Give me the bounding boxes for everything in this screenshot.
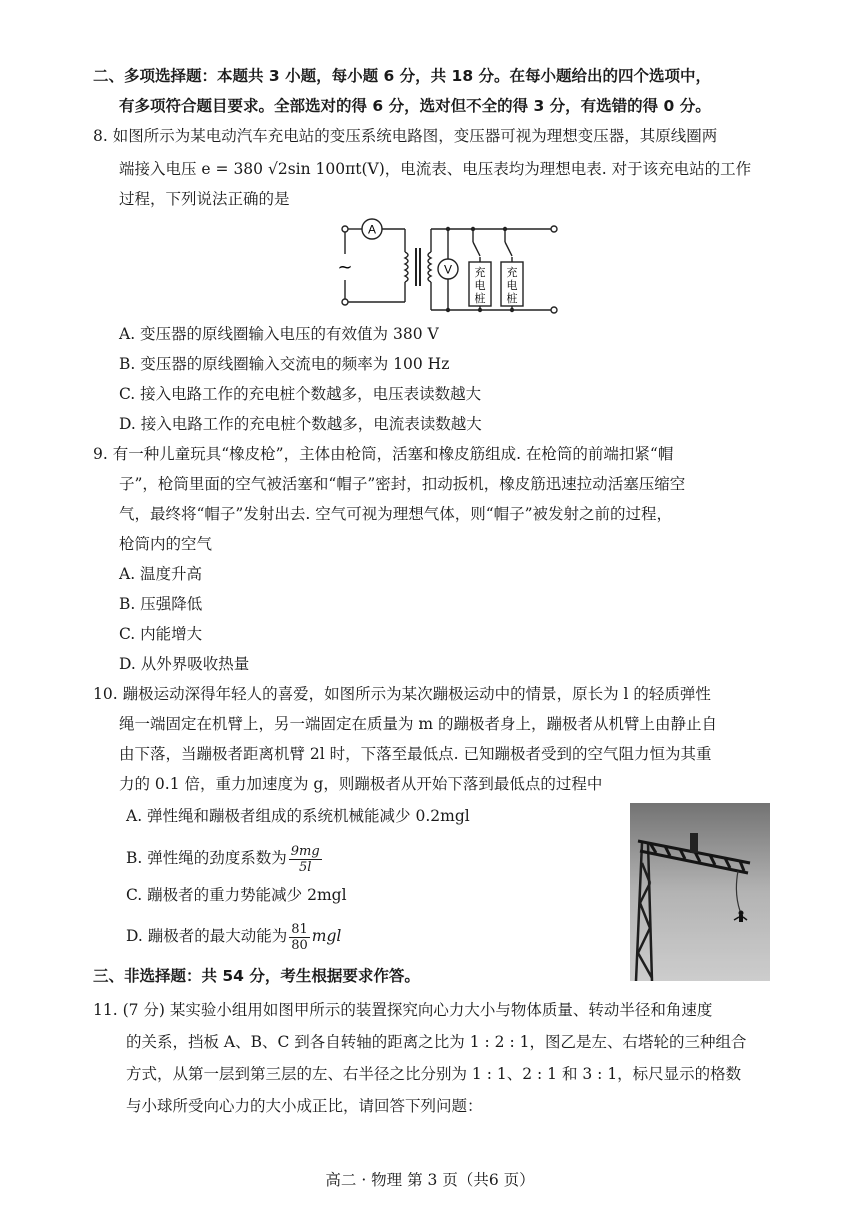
section2-heading-line2: 有多项符合题目要求。全部选对的得 6 分，选对但不全的得 3 分，有选错的得 0 分。 [119,97,711,115]
bungee-photo [630,803,770,981]
q10-option-b-text: B. 弹性绳的劲度系数为 [126,849,287,867]
q10-option-b-numerator: 9mg [290,843,320,859]
q10-option-b-denominator: 5l [298,859,312,875]
q9-option-d: D. 从外界吸收热量 [119,655,250,673]
ac-source-symbol: ~ [337,257,353,278]
q10-option-d [126,918,341,954]
section3-heading: 三、非选择题：共 54 分，考生根据要求作答。 [93,967,420,985]
ammeter-label: A [367,222,377,237]
pile1-label-char3: 桩 [474,292,486,305]
q10-option-c: C. 蹦极者的重力势能减少 2mgl [126,886,347,904]
q10-stem-line3: 由下落，当蹦极者距离机臂 2l 时，下落至最低点. 已知蹦极者受到的空气阻力恒为其重 [119,745,712,763]
q10-option-d-fraction [289,922,310,953]
q9-stem-line2: 子”，枪筒里面的空气被活塞和“帽子”密封，扣动扳机，橡皮筋迅速拉动活塞压缩空 [119,475,686,493]
q10-option-b [126,840,324,876]
q10-stem-line2: 绳一端固定在机臂上，另一端固定在质量为 m 的蹦极者身上，蹦极者从机臂上由静止自 [119,715,718,733]
q9-option-b: B. 压强降低 [119,595,203,613]
q11-stem-line1: 11. (7 分) 某实验小组用如图甲所示的装置探究向心力大小与物体质量、转动半径和角速度 [93,1001,713,1019]
q11-stem-line3: 方式，从第一层到第三层的左、右半径之比分别为 1 : 1、2 : 1 和 3 : 1，标尺显示的格数 [126,1065,742,1083]
q10-option-d-tail: mgl [311,927,342,945]
q10-stem-line1: 10. 蹦极运动深得年轻人的喜爱，如图所示为某次蹦极运动中的情景，原长为 l 的轻质弹性 [93,685,711,703]
q10-stem-line4: 力的 0.1 倍，重力加速度为 g，则蹦极者从开始下落到最低点的过程中 [119,775,603,793]
q11-stem-line4: 与小球所受向心力的大小成正比，请回答下列问题： [126,1097,483,1115]
q10-option-a: A. 弹性绳和蹦极者组成的系统机械能减少 0.2mgl [126,807,470,825]
q8-option-d: D. 接入电路工作的充电桩个数越多，电流表读数越大 [119,415,482,433]
q10-option-d-numerator: 81 [291,921,308,937]
q8-circuit-diagram [333,212,563,317]
q8-stem-line2: 端接入电压 e = 380 √2sin 100πt(V)，电流表、电压表均为理想电表. 对于该充电站的工作 [119,160,752,178]
q9-option-c: C. 内能增大 [119,625,203,643]
q11-stem-line2: 的关系，挡板 A、B、C 到各自转轴的距离之比为 1 : 2 : 1，图乙是左、右塔轮的三种组合 [126,1033,747,1051]
q9-stem-line4: 枪筒内的空气 [119,535,213,553]
q8-option-c: C. 接入电路工作的充电桩个数越多，电压表读数越大 [119,385,482,403]
q8-stem-line3: 过程，下列说法正确的是 [119,190,290,208]
q10-option-d-denominator: 80 [291,937,308,953]
pile1-label-char1: 充 [474,266,486,279]
page-footer: 高二 · 物理 第 3 页（共6 页） [325,1171,535,1189]
q8-option-a: A. 变压器的原线圈输入电压的有效值为 380 V [119,325,439,343]
q9-stem-line3: 气，最终将“帽子”发射出去. 空气可视为理想气体，则“帽子”被发射之前的过程， [119,505,673,523]
q8-stem-line1: 8. 如图所示为某电动汽车充电站的变压系统电路图，变压器可视为理想变压器，其原线圈两 [93,127,718,145]
q10-option-d-text: D. 蹦极者的最大动能为 [126,927,288,945]
pile2-label-char3: 桩 [506,292,518,305]
q8-option-b: B. 变压器的原线圈输入交流电的频率为 100 Hz [119,355,450,373]
section2-heading-line1: 二、多项选择题：本题共 3 小题，每小题 6 分，共 18 分。在每小题给出的四个选项中， [93,67,712,85]
pile2-label-char1: 充 [506,266,518,279]
voltmeter-label: V [443,262,453,277]
q9-stem-line1: 9. 有一种儿童玩具“橡皮枪”，主体由枪筒，活塞和橡皮筋组成. 在枪筒的前端扣紧“帽 [93,445,674,463]
pile2-label-char2: 电 [506,279,518,292]
pile1-label-char2: 电 [474,279,486,292]
q9-option-a: A. 温度升高 [119,565,203,583]
q10-option-b-fraction [289,844,322,875]
